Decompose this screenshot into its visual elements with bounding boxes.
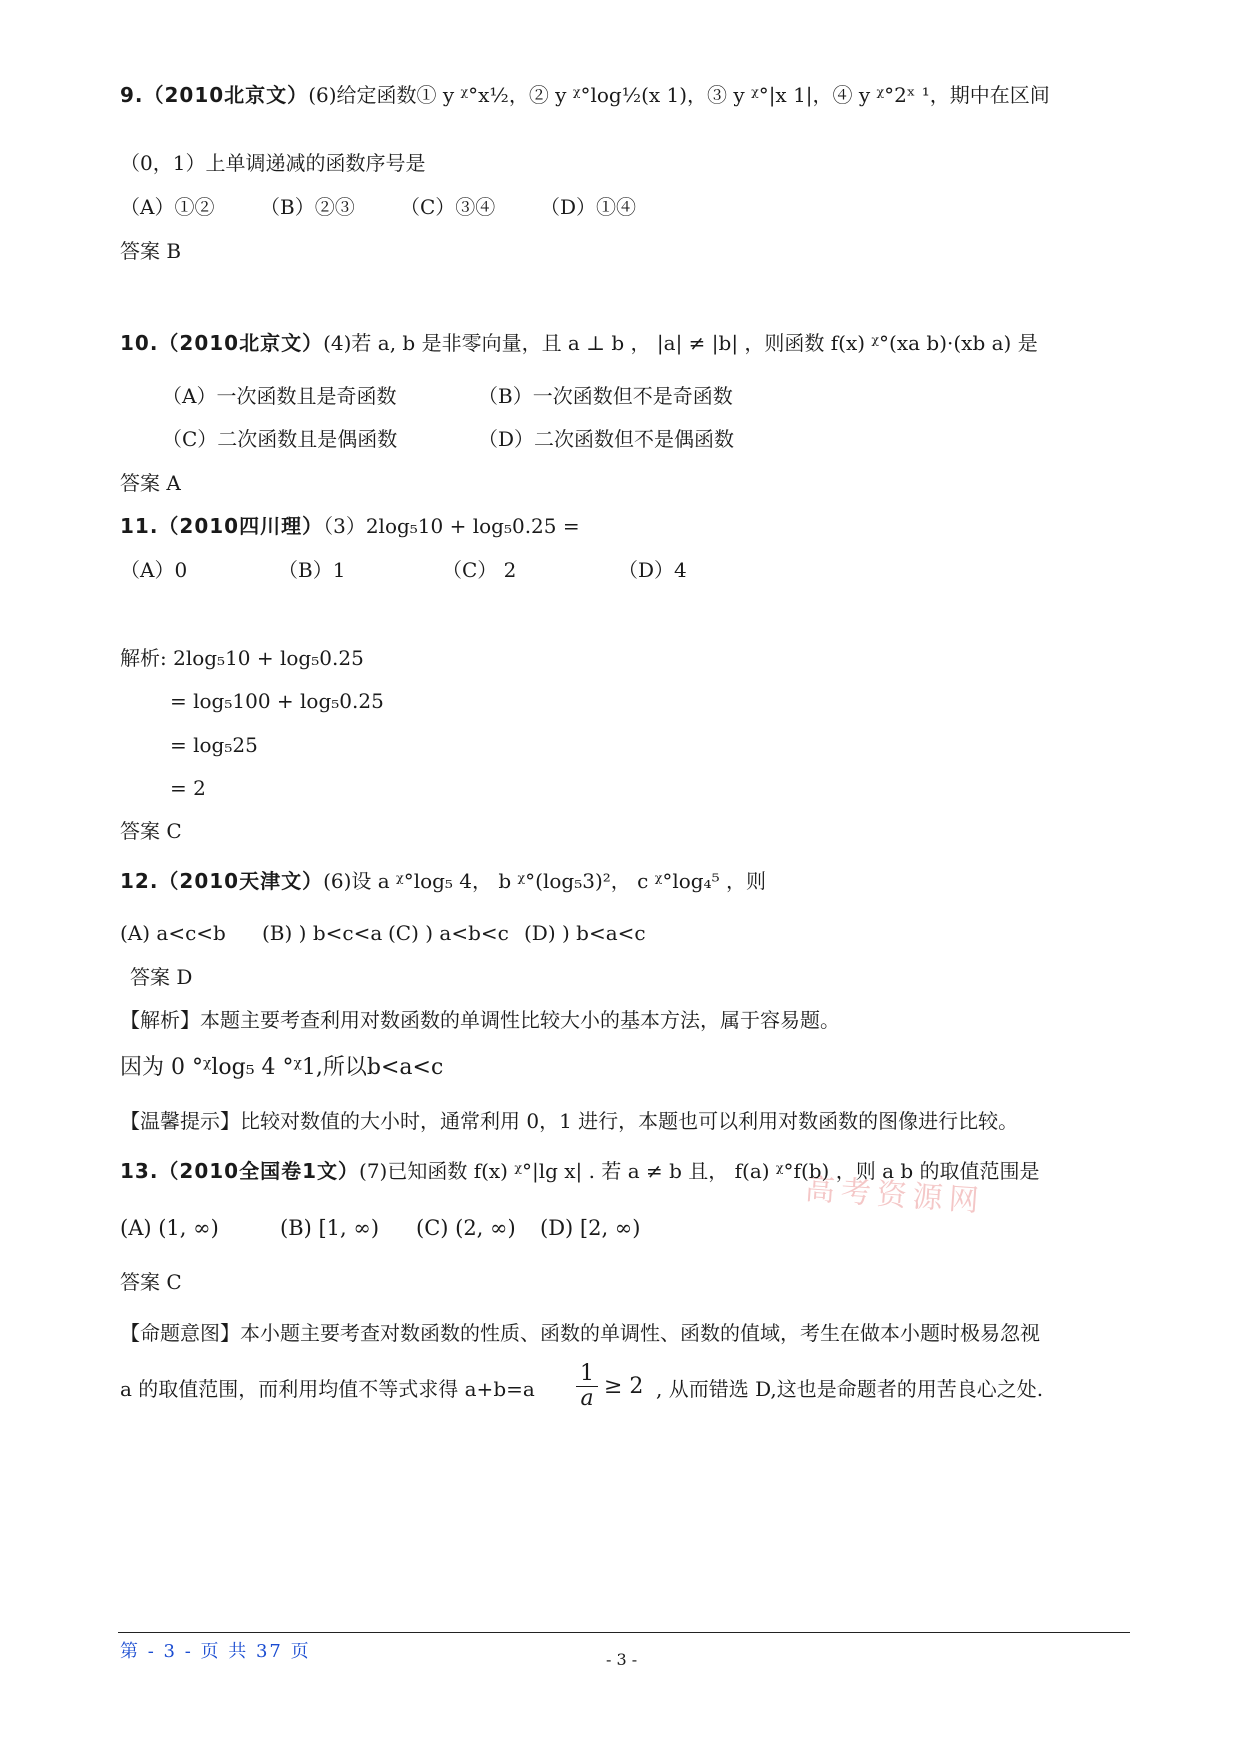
q13-option-b: (B) [1, ∞): [280, 1216, 380, 1240]
q12-options: [120, 920, 646, 946]
q9-option-d: （D）①④: [540, 195, 637, 219]
q13-answer: 答案 C: [120, 1270, 182, 1294]
q11-answer: 答案 C: [120, 819, 182, 843]
footer-page-count: 第 - 3 - 页 共 37 页: [120, 1641, 311, 1662]
q9-option-b: （B）②③: [260, 195, 355, 219]
q12-option-d: (D) ) b<a<c: [524, 921, 646, 945]
q13-fraction-numerator: 1: [580, 1361, 594, 1386]
q13-stem: (7)已知函数 f(x) ᵡ°|lg x| . 若 a ≠ b 且， f(a) ᵡ°f(b) ，则 a b 的取值范围是: [359, 1159, 1040, 1183]
q12-label: 12.（2010天津文）: [120, 869, 324, 893]
q13-option-c: (C) (2, ∞): [416, 1216, 516, 1240]
q12-option-a: (A) a<c<b: [120, 921, 226, 945]
q11-solution-4: = 2: [170, 776, 206, 800]
q11-option-c: （C） 2: [442, 558, 517, 582]
q11-option-a: （A）0: [120, 558, 188, 582]
q10-option-d: （D）二次函数但不是偶函数: [478, 427, 735, 451]
q12-option-b: (B) ) b<c<a: [262, 921, 383, 945]
q9-stem: (6)给定函数① y ᵡ°x½，② y ᵡ°log½(x 1)，③ y ᵡ°|x 1|，④ y ᵡ°2ˣ ¹，期中在区间: [308, 83, 1050, 107]
q10-options-row1: [162, 383, 733, 409]
q10-option-c: （C）二次函数且是偶函数: [162, 427, 398, 451]
q10-option-a: （A）一次函数且是奇函数: [162, 384, 397, 408]
q13-fraction: [576, 1362, 598, 1411]
q9-option-a: （A）①②: [120, 195, 215, 219]
q11-options: [120, 557, 687, 583]
footer-page-number: - 3 -: [606, 1650, 638, 1669]
q10-options-row2: [162, 426, 735, 452]
q12-stem-line: [120, 868, 766, 894]
q11-solution-2: = log₅100 + log₅0.25: [170, 689, 384, 713]
q13-intent-part-c: , 从而错选 D,这也是命题者的用苦良心之处.: [656, 1377, 1044, 1401]
q13-option-d: (D) [2, ∞): [540, 1216, 641, 1240]
watermark: 高考资源网: [803, 1171, 986, 1220]
q13-intent-geq: ≥ 2: [604, 1374, 644, 1399]
q11-label: 11.（2010四川理）: [120, 514, 324, 538]
q12-answer: 答案 D: [130, 965, 193, 989]
q10-label: 10.（2010北京文）: [120, 331, 324, 355]
q13-label: 13.（2010全国卷1文）: [120, 1159, 360, 1183]
q9-options: [120, 194, 637, 220]
q12-because: 因为 0 °ᵡlog₅ 4 °ᵡ1,所以b<a<c: [120, 1055, 444, 1080]
q11-stem-line: [120, 513, 580, 539]
q13-fraction-denominator: a: [576, 1386, 598, 1411]
q11-option-d: （D）4: [618, 558, 687, 582]
q12-option-c: (C) ) a<b<c: [388, 921, 509, 945]
q9-stem2: （0，1）上单调递减的函数序号是: [120, 151, 426, 175]
q12-tip: 【温馨提示】比较对数值的大小时，通常利用 0，1 进行，本题也可以利用对数函数的图像进行比较。: [120, 1109, 1019, 1133]
q9-option-c: （C）③④: [400, 195, 496, 219]
q9-label: 9.（2010北京文）: [120, 83, 309, 107]
q11-stem: （3）2log₅10 + log₅0.25 =: [323, 514, 580, 538]
q10-option-b: （B）一次函数但不是奇函数: [478, 384, 733, 408]
q10-answer: 答案 A: [120, 471, 181, 495]
q9-stem-line: [120, 82, 1050, 108]
q10-stem-line: [120, 330, 1038, 356]
q13-intent-line1: 【命题意图】本小题主要考查对数函数的性质、函数的单调性、函数的值域，考生在做本小题时极易忽视: [120, 1321, 1040, 1345]
q9-answer: 答案 B: [120, 239, 182, 263]
q11-option-b: （B）1: [278, 558, 346, 582]
q11-solution-1: 解析: 2log₅10 + log₅0.25: [120, 646, 364, 670]
q13-stem-line: [120, 1158, 1040, 1184]
q11-solution-3: = log₅25: [170, 733, 258, 757]
q12-analysis: 【解析】本题主要考查利用对数函数的单调性比较大小的基本方法，属于容易题。: [120, 1008, 840, 1032]
q13-option-a: (A) (1, ∞): [120, 1216, 219, 1240]
q10-stem: (4)若 a, b 是非零向量，且 a ⊥ b ， |a| ≠ |b| ，则函数 f(x) ᵡ°(xa b)·(xb a) 是: [323, 331, 1038, 355]
q13-options: [120, 1215, 641, 1241]
q12-stem: (6)设 a ᵡ°log₅ 4， b ᵡ°(log₅3)²， c ᵡ°log₄⁵ ，则: [323, 869, 766, 893]
footer-divider: [118, 1632, 1130, 1633]
q13-intent-part-a: a 的取值范围，而利用均值不等式求得 a+b=a: [120, 1377, 535, 1401]
